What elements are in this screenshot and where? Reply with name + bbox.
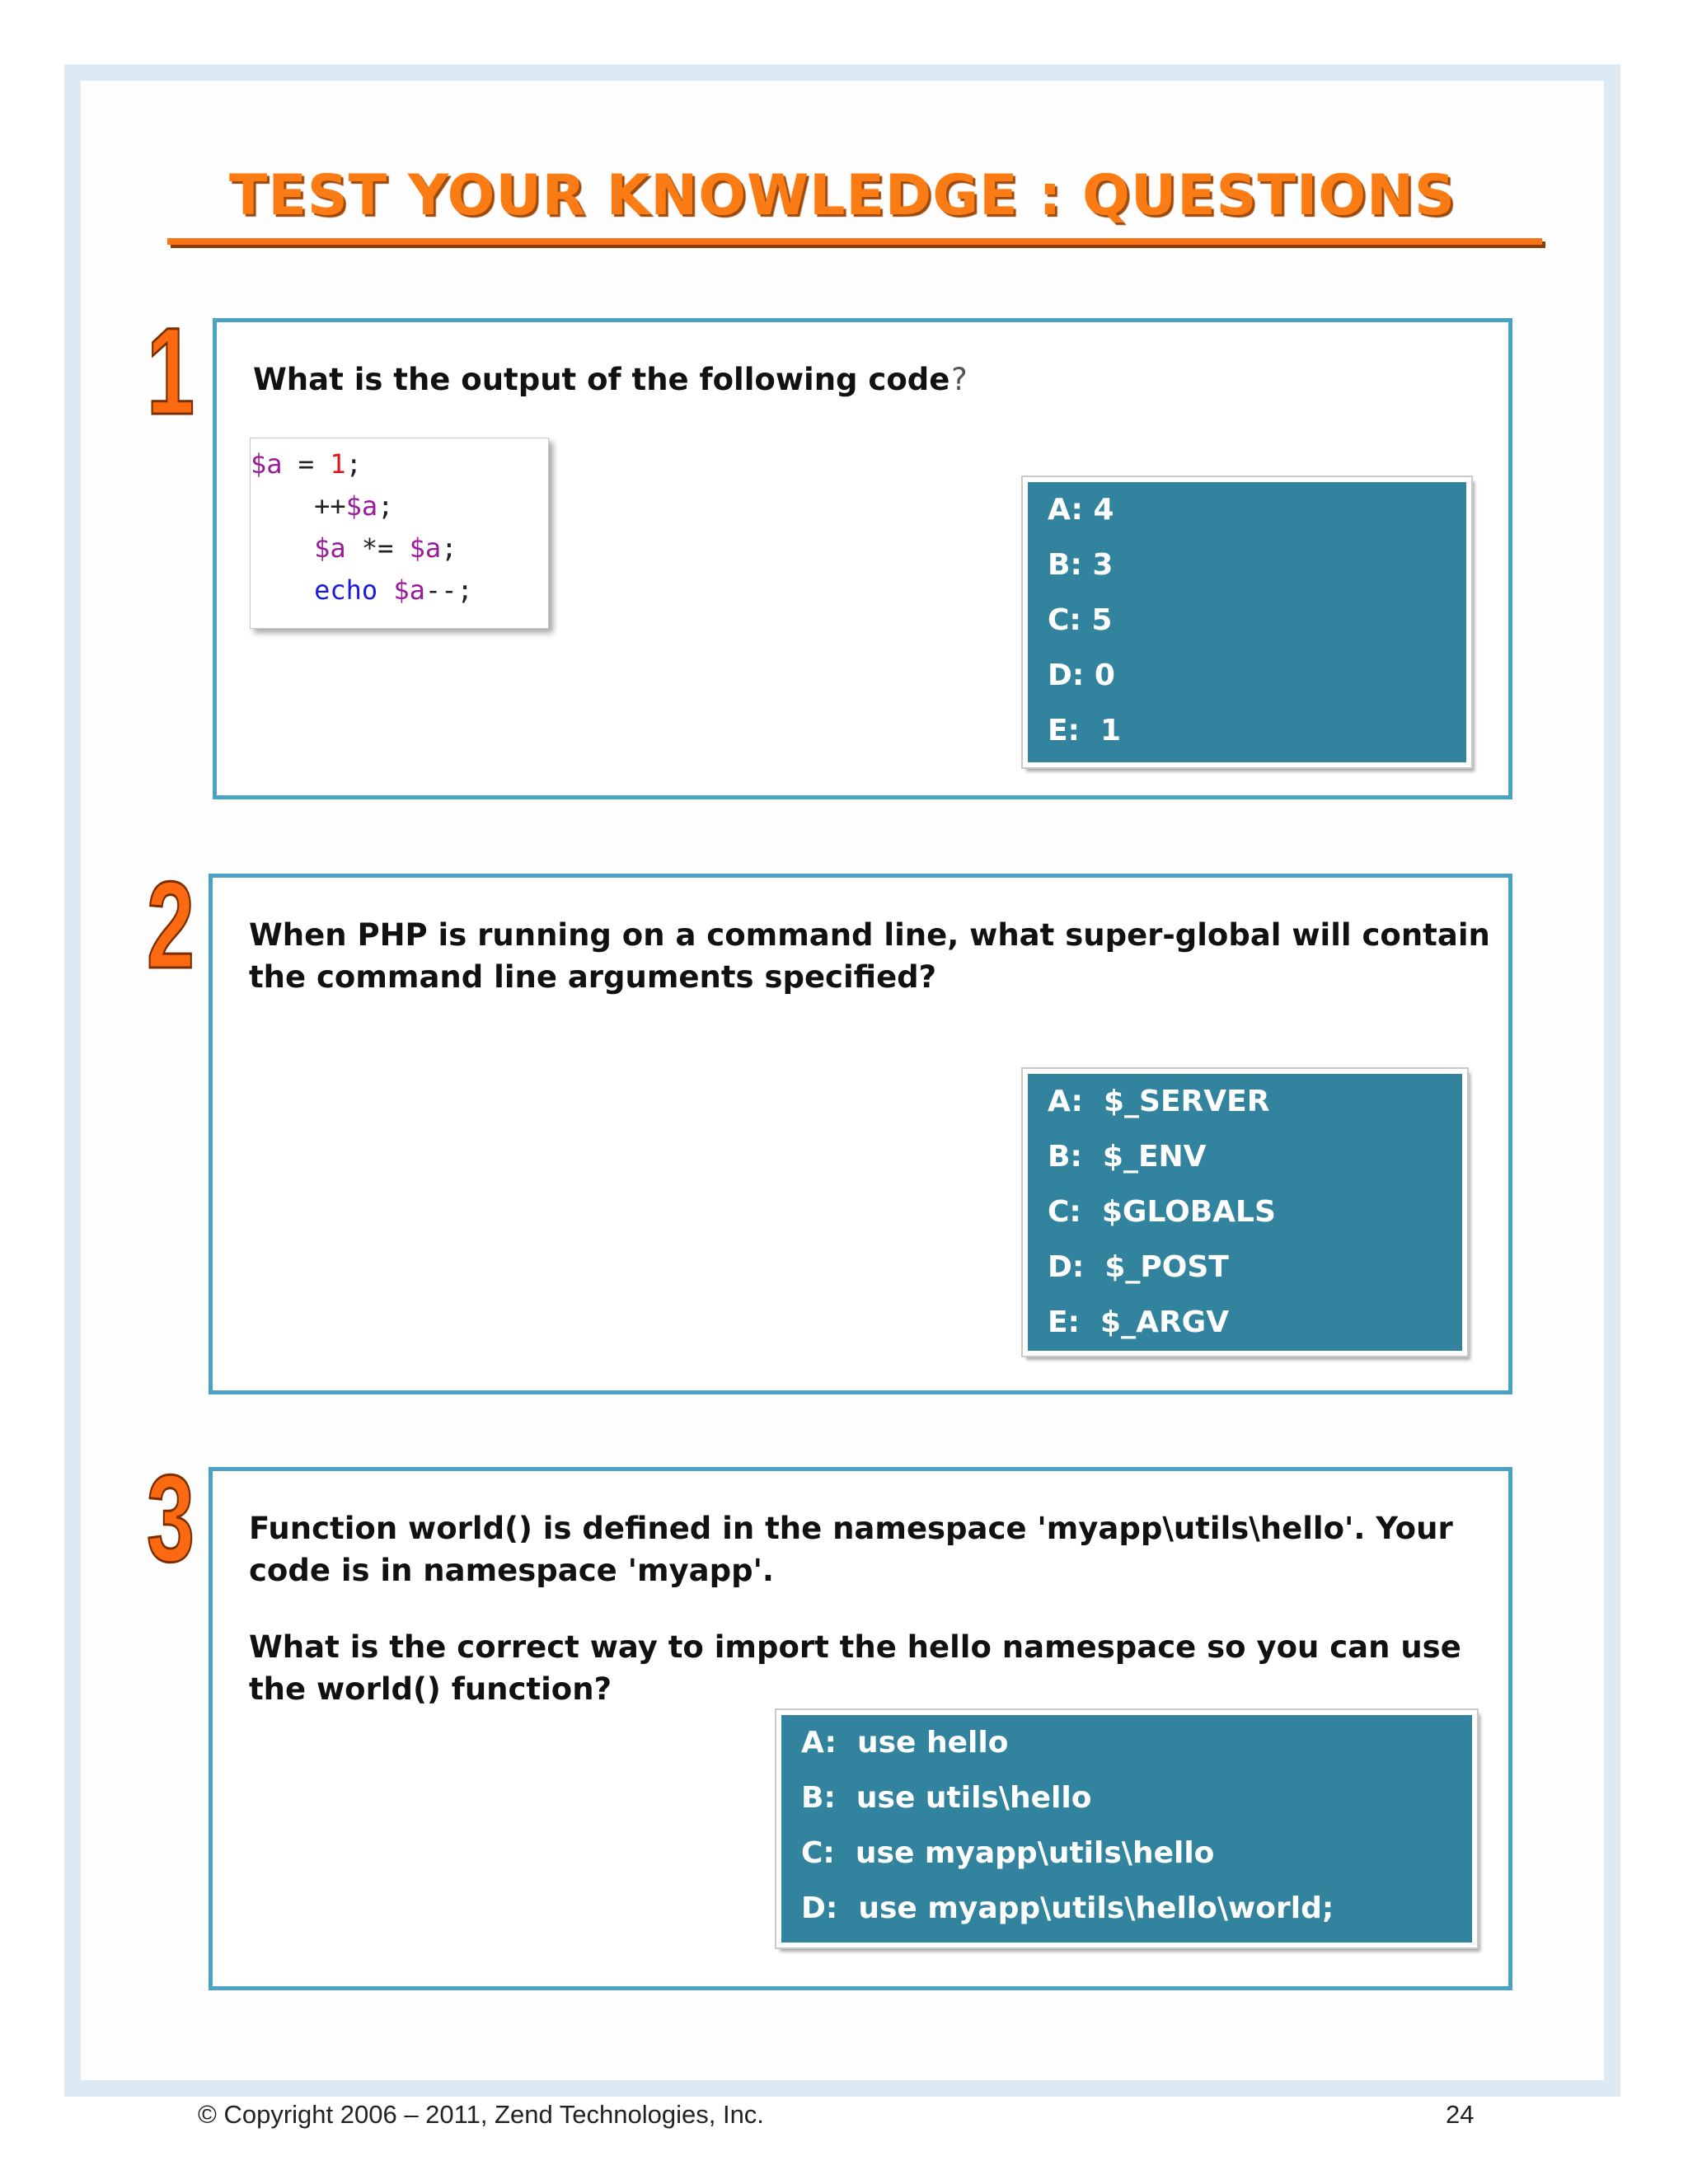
code-line	[251, 485, 548, 527]
copyright-text: © Copyright 2006 – 2011, Zend Technologies, Inc.	[198, 2100, 764, 2129]
answer-option: B: 3	[1048, 548, 1114, 582]
code-token: echo	[314, 574, 378, 606]
code-token: $a	[345, 490, 378, 522]
code-token: *=	[345, 532, 410, 564]
code-token	[251, 574, 314, 606]
question-text-3b	[249, 1626, 1461, 1710]
answer-option: E: 1	[1048, 714, 1122, 748]
code-token: ++	[251, 490, 346, 522]
code-token: =	[282, 448, 331, 480]
question-box-2	[209, 874, 1512, 1394]
question-text-line: the world() function?	[249, 1671, 612, 1707]
question-box-1	[213, 318, 1512, 799]
code-token: --;	[424, 574, 473, 606]
page	[81, 81, 1604, 2080]
question-box-3	[209, 1467, 1512, 1990]
answer-option: D: use myapp\utils\hello\world;	[801, 1891, 1334, 1925]
code-token: ;	[441, 532, 457, 564]
answer-option: E: $_ARGV	[1048, 1305, 1230, 1339]
code-token: ;	[377, 490, 394, 522]
code-line	[251, 443, 548, 485]
question-text-line: code is in namespace 'myapp'.	[249, 1553, 774, 1588]
answer-option: A: 4	[1048, 493, 1114, 527]
question-number-3-text: 3	[147, 1449, 195, 1587]
question-text-2	[249, 914, 1490, 998]
answer-option: D: $_POST	[1048, 1250, 1229, 1284]
answer-option: B: use utils\hello	[801, 1781, 1092, 1815]
answer-option: A: $_SERVER	[1048, 1085, 1270, 1118]
code-token: $a	[314, 532, 346, 564]
question-text-line: Function world() is defined in the namespace 'myapp\utils\hello'. Your	[249, 1511, 1453, 1546]
answer-option: A: use hello	[801, 1726, 1009, 1760]
answer-options-2	[1023, 1069, 1467, 1356]
answer-options-1	[1023, 477, 1471, 767]
question-text-line: the command line arguments specified?	[249, 959, 937, 995]
page-frame	[64, 64, 1620, 2097]
question-text-1: What is the output of the following code?	[253, 362, 968, 397]
question-text-line: What is the correct way to import the hello namespace so you can use	[249, 1629, 1461, 1665]
page-number: 24	[1446, 2100, 1475, 2129]
code-token: $a	[393, 574, 425, 606]
answer-option: D: 0	[1048, 658, 1115, 692]
title-underline	[167, 238, 1542, 245]
code-line	[251, 569, 548, 612]
question-number-1-text: 1	[147, 302, 195, 440]
answer-options-3	[776, 1710, 1477, 1947]
question-number-3	[145, 1449, 196, 1587]
code-snippet	[250, 438, 549, 629]
answer-option: C: use myapp\utils\hello	[801, 1836, 1215, 1870]
code-token: 1	[330, 448, 346, 480]
page-title: TEST YOUR KNOWLEDGE : QUESTIONS	[228, 163, 1456, 228]
question-number-2-text: 2	[147, 855, 195, 994]
code-line	[251, 527, 548, 569]
code-token	[251, 532, 314, 564]
question-number-2	[145, 855, 196, 994]
answer-option: C: 5	[1048, 603, 1113, 637]
answer-option: B: $_ENV	[1048, 1140, 1207, 1174]
code-token	[377, 574, 393, 606]
code-token: $a	[409, 532, 442, 564]
code-token: ;	[345, 448, 362, 480]
question-text-3a	[249, 1507, 1453, 1591]
question-text-line: When PHP is running on a command line, what super-global will contain	[249, 917, 1490, 953]
question-number-1	[145, 302, 196, 440]
answer-option: C: $GLOBALS	[1048, 1195, 1276, 1229]
code-token: $a	[251, 448, 283, 480]
